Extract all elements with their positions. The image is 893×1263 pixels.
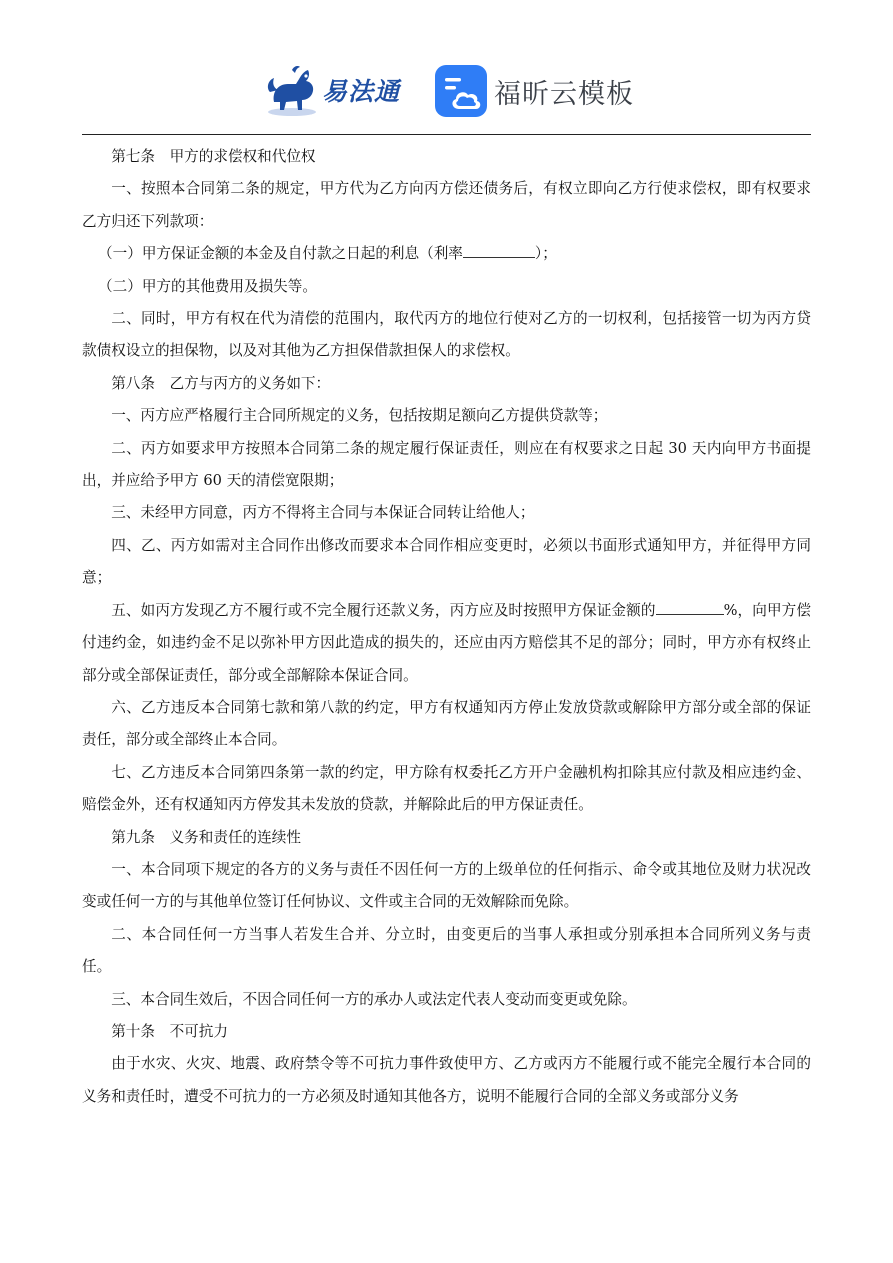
article-9-para-2: 二、本合同任何一方当事人若发生合并、分立时，由变更后的当事人承担或分别承担本合同所列义务与责任。: [82, 925, 811, 976]
article-9-title: 第九条 义务和责任的连续性: [111, 828, 301, 846]
penalty-percent-blank: [656, 598, 724, 614]
article-7-title: 第七条 甲方的求偿权和代位权: [111, 148, 316, 165]
para-5-rest: %，向甲方偿付违约金，如违约金不足以弥补甲方因此造成的损失的，还应由丙方赔偿其不足的部分；同时，甲方亦有权终止部分或全部保证责任，部分或全部解除本保证合同。: [82, 601, 811, 684]
article-7-item-2: （二）甲方的其他费用及损失等。: [98, 277, 317, 295]
article-10-title: 第十条 不可抗力: [111, 1022, 228, 1040]
article-8-para-6: 六、乙方违反本合同第七款和第八款的约定，甲方有权通知丙方停止发放贷款或解除甲方部分或全部的保证责任，部分或全部终止本合同。: [82, 698, 811, 749]
logo-right-text: 福昕云模板: [494, 78, 634, 110]
article-9-para-3: 三、本合同生效后，不因合同任何一方的承办人或法定代表人变动而变更或免除。: [111, 990, 637, 1008]
article-8-para-5: [82, 595, 811, 692]
header-divider: [82, 134, 811, 135]
article-10-para-1: 由于水灾、火灾、地震、政府禁令等不可抗力事件致使甲方、乙方或丙方不能履行或不能完全履行本合同的义务和责任时，遭受不可抗力的一方必须及时通知其他各方，说明不能履行合同的全部义务或部分义务: [82, 1055, 811, 1105]
article-7-para-2: 二、同时，甲方有权在代为清偿的范围内，取代丙方的地位行使对乙方的一切权利，包括接管一切为丙方贷款债权设立的担保物，以及对其他为乙方担保借款担保人的求偿权。: [82, 310, 811, 360]
article-8-para-2: 二、丙方如要求甲方按照本合同第二条的规定履行保证责任，则应在有权要求之日起 30 天内向甲方书面提出，并应给予甲方 60 天的清偿宽限期；: [82, 439, 811, 490]
horse-logo-icon: [262, 62, 320, 118]
article-7-para-1: 一、按照本合同第二条的规定，甲方代为乙方向丙方偿还债务后，有权立即向乙方行使求偿权，即有权要求乙方归还下列款项：: [82, 180, 811, 230]
item-1-close: ）；: [534, 245, 557, 263]
para-5-text: 五、如丙方发现乙方不履行或不完全履行还款义务，丙方应及时按照甲方保证金额的: [111, 601, 656, 619]
article-9-para-1: 一、本合同项下规定的各方的义务与责任不因任何一方的上级单位的任何指示、命令或其地位及财力状况改变或任何一方的与其他单位签订任何协议、文件或主合同的无效解除而免除。: [82, 860, 811, 911]
article-8-para-1: 一、丙方应严格履行主合同所规定的义务，包括按期足额向乙方提供贷款等；: [111, 407, 608, 425]
fuxin-logo: [435, 64, 634, 118]
logo-left-text: 易法通: [322, 77, 401, 106]
page-header: [0, 0, 893, 135]
article-8-para-7: 七、乙方违反本合同第四条第一款的约定，甲方除有权委托乙方开户金融机构扣除其应付款及相应违约金、赔偿金外，还有权通知丙方停发其未发放的贷款，并解除此后的甲方保证责任。: [82, 763, 811, 814]
item-1-text: （一）甲方保证金额的本金及自付款之日起的利息（利率: [98, 245, 463, 263]
yifatong-logo: [262, 62, 422, 118]
cloud-document-icon: [435, 65, 487, 117]
document-body: [82, 141, 811, 1113]
interest-rate-blank: [463, 242, 535, 258]
article-7-item-1: [82, 238, 811, 270]
article-8-para-3: 三、未经甲方同意，丙方不得将主合同与本保证合同转让给他人；: [111, 504, 535, 522]
article-8-para-4: 四、乙、丙方如需对主合同作出修改而要求本合同作相应变更时，必须以书面形式通知甲方，并征得甲方同意；: [82, 536, 811, 587]
article-8-title: 第八条 乙方与丙方的义务如下：: [111, 374, 331, 392]
